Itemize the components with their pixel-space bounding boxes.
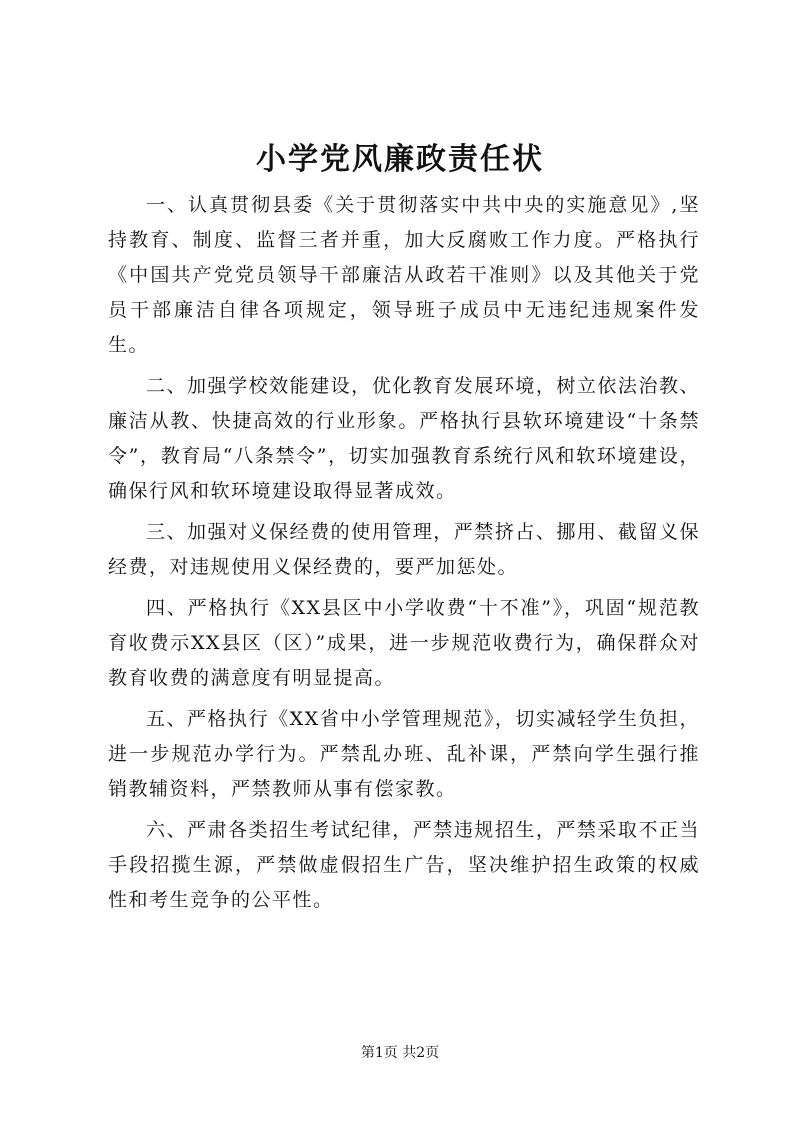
page-number-footer: 第1页 共2页 — [360, 1045, 440, 1061]
paragraph-1: 一、认真贯彻县委《关于贯彻落实中共中央的实施意见》,坚持教育、制度、监督三者并重，加大反腐败工作力度。严格执行《中国共产党党员领导干部廉洁从政若干准则》以及其他关于党员干部廉洁自律各项规定，领导班子成员中无违纪违规案件发生。 — [108, 194, 700, 356]
document-title: 小学党风廉政责任状 — [256, 142, 544, 177]
paragraph-5: 五、严格执行《XX省中小学管理规范》，切实减轻学生负担，进一步规范办学行为。严禁乱办班、乱补课，严禁向学生强行推销教辅资料，严禁教师从事有偿家教。 — [108, 708, 700, 800]
paragraph-6: 六、严肃各类招生考试纪律，严禁违规招生，严禁采取不正当手段招揽生源，严禁做虚假招生广告，坚决维护招生政策的权威性和考生竞争的公平性。 — [108, 819, 700, 911]
document-body — [108, 188, 700, 924]
paragraph-2: 二、加强学校效能建设，优化教育发展环境，树立依法治教、廉洁从教、快捷高效的行业形象。严格执行县软环境建设“十条禁令”，教育局“八条禁令”，切实加强教育系统行风和软环境建设，确保行风和软环境建设取得显著成效。 — [108, 375, 700, 502]
paragraph-3: 三、加强对义保经费的使用管理，严禁挤占、挪用、截留义保经费，对违规使用义保经费的，要严加惩处。 — [108, 521, 700, 578]
paragraph-4: 四、严格执行《XX县区中小学收费“十不准”》，巩固“规范教育收费示XX县区（区）”成果，进一步规范收费行为，确保群众对教育收费的满意度有明显提高。 — [108, 597, 700, 689]
